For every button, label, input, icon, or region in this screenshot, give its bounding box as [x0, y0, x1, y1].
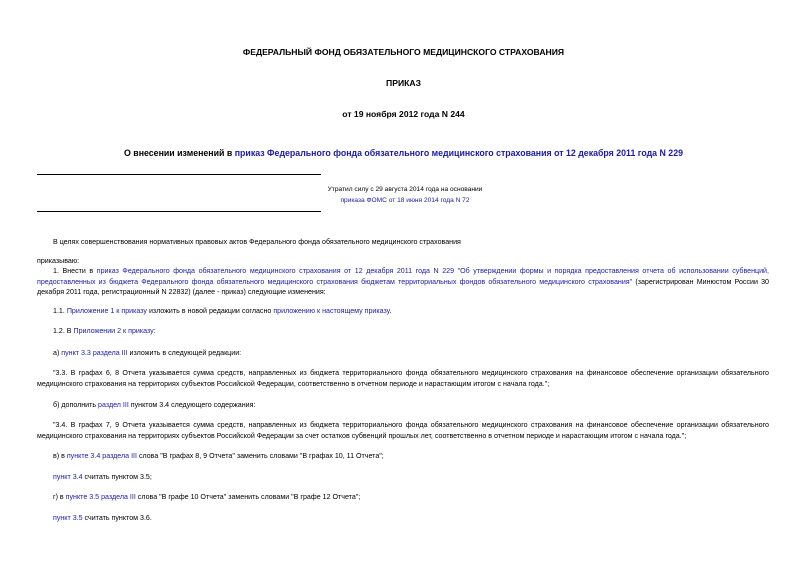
pv-end: слова "В графах 8, 9 Отчета" заменить словами "В графах 10, 11 Отчета";: [137, 452, 384, 460]
divider-bottom: [37, 211, 321, 212]
validity-note: [280, 184, 530, 206]
org-heading: ФЕДЕРАЛЬНЫЙ ФОНД ОБЯЗАТЕЛЬНОГО МЕДИЦИНСКОГО СТРАХОВАНИЯ: [242, 47, 565, 57]
item-g-renumber: [53, 513, 152, 524]
p11-mid: изложить в новой редакции согласно: [146, 307, 274, 315]
paragraph-1: [37, 266, 769, 298]
quote-3-3: "3.3. В графах 6, 8 Отчета указывается сумма средств, направленных из бюджета территориального фонда обязательного медицинского страхования на финансовое обеспечение организации обязательного медицинского страхования на территориях субъектов Российской Федерации, соответственно в отчетном периоде и нарастающим итогом с начала года.";: [37, 369, 769, 388]
pv-link-section[interactable]: раздела III: [102, 452, 137, 460]
p1-rest: (зарегистрирован Минюстом России 30 декабря 2011 года, регистрационный N 22832) (далее - приказ) следующие изменения:: [37, 277, 770, 297]
pb-link-section[interactable]: раздел III: [98, 401, 129, 409]
quote-3-4: "3.4. В графах 7, 9 Отчета указывается сумма средств, направленных из бюджета территориального фонда обязательного медицинского страхования на финансовое обеспечение организации обязательного медицинского страхования на территориях субъектов Российской Федерации за счет остатков субвенций прошлых лет, соответственно в отчетном периоде и нарастающим итогом с начала года.";: [37, 421, 769, 440]
doc-date-heading: от 19 ноября 2012 года N 244: [342, 109, 465, 119]
pg-link-section[interactable]: раздела III: [101, 493, 136, 501]
validity-note-text: Утратил силу с 29 августа 2014 года на основании: [327, 186, 483, 193]
paragraph-1-1: [53, 306, 392, 317]
pb-num: б) дополнить: [53, 401, 99, 409]
p12-end: :: [153, 327, 156, 335]
doc-type-heading: ПРИКАЗ: [386, 78, 421, 88]
pv2-end: считать пунктом 3.5;: [82, 473, 152, 481]
intro-paragraph: В целях совершенствования нормативных правовых актов Федерального фонда обязательного медицинского страхования: [53, 238, 461, 246]
pa-end: изложить в следующей редакции:: [127, 349, 242, 357]
p11-link-appendix1[interactable]: Приложение 1 к приказу: [66, 307, 147, 315]
p11-num: 1.1.: [53, 307, 67, 315]
pg2-link-point[interactable]: пункт 3.5: [53, 514, 83, 522]
pg-end: слова "В графе 10 Отчета" заменить словами "В графе 12 Отчета";: [135, 493, 361, 501]
paragraph-1-2: [53, 326, 156, 337]
item-v: [53, 451, 384, 462]
p12-link-appendix2[interactable]: Приложении 2 к приказу: [73, 327, 154, 335]
p1-link-title[interactable]: "Об утверждении формы и порядка предоставления отчета об использовании субвенций, предоставленных из бюджета Федерального фонда обязательного медицинского страхования бюджетам территориальных фондов обязательного медицинского страхования": [37, 267, 769, 286]
pg-link-point[interactable]: пункте 3.5: [65, 493, 100, 501]
divider-top: [37, 174, 321, 175]
order-word: приказываю:: [37, 257, 80, 265]
item-b: [53, 400, 255, 411]
title-link[interactable]: приказ Федерального фонда обязательного медицинского страхования от 12 декабря 2011 года N 229: [234, 148, 683, 158]
pa-link-point[interactable]: пункт 3.3: [61, 349, 91, 357]
validity-note-link[interactable]: приказа ФОМС от 18 июня 2014 года N 72: [340, 197, 470, 204]
pg-num: г) в: [53, 493, 66, 501]
title-prefix: О внесении изменений в: [124, 148, 235, 158]
item-a: [53, 348, 241, 359]
p1-num: 1. Внести в: [53, 267, 97, 275]
pv-link-point[interactable]: пункте 3.4: [66, 452, 101, 460]
p11-end: .: [389, 307, 392, 315]
p1-link-order[interactable]: приказ Федерального фонда обязательного медицинского страхования от 12 декабря 2011 года N 229: [96, 267, 455, 275]
pb-end: пунктом 3.4 следующего содержания:: [128, 401, 256, 409]
pv-num: в) в: [53, 452, 67, 460]
item-v-renumber: [53, 472, 152, 483]
p11-link-appendix-new[interactable]: приложению к настоящему приказу: [273, 307, 390, 315]
document-title: [30, 148, 777, 158]
pa-link-section[interactable]: раздела III: [92, 349, 128, 357]
pg2-end: считать пунктом 3.6.: [82, 514, 152, 522]
item-g: [53, 492, 360, 503]
pv2-link-point[interactable]: пункт 3.4: [53, 473, 83, 481]
p12-num: 1.2. В: [53, 327, 74, 335]
pa-num: а): [53, 349, 62, 357]
